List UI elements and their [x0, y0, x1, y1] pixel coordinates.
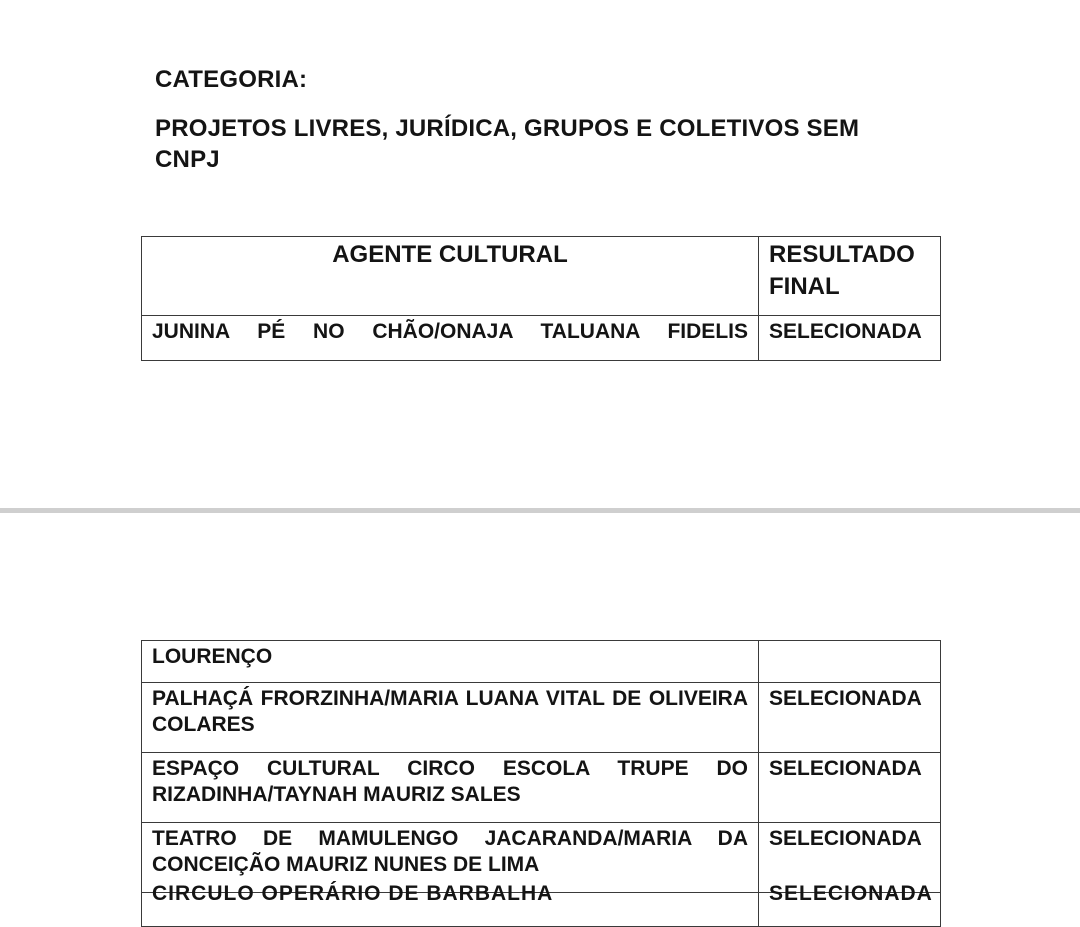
- table-header-row: [142, 237, 941, 316]
- agent-cell: JUNINA PÉ NO CHÃO/ONAJA TALUANA FIDELIS: [142, 316, 759, 361]
- header-agent: AGENTE CULTURAL: [142, 237, 759, 316]
- result-cell: SELECIONADA: [759, 683, 941, 753]
- document-page-2: [0, 513, 1080, 905]
- table-row: [142, 316, 941, 361]
- category-value: PROJETOS LIVRES, JURÍDICA, GRUPOS E COLETIVOS SEM CNPJ: [155, 115, 860, 173]
- agent-text: CIRCULO OPERÁRIO DE BARBALHA: [152, 882, 554, 905]
- agent-cell: ESPAÇO CULTURAL CIRCO ESCOLA TRUPE DO RIZADINHA/TAYNAH MAURIZ SALES: [142, 753, 759, 823]
- agent-cell: TEATRO DE MAMULENGO JACARANDA/MARIA DA CONCEIÇÃO MAURIZ NUNES DE LIMA: [142, 823, 759, 893]
- category-label: CATEGORIA:: [155, 66, 308, 93]
- agent-cell: [142, 882, 759, 927]
- result-cell: SELECIONADA: [759, 753, 941, 823]
- result-cell: [759, 882, 941, 927]
- table-row: [142, 753, 941, 823]
- result-cell: SELECIONADA: [759, 316, 941, 361]
- agent-cell: LOURENÇO: [142, 641, 759, 683]
- table-row: [142, 683, 941, 753]
- agent-cell: PALHAÇÁ FRORZINHA/MARIA LUANA VITAL DE OLIVEIRA COLARES: [142, 683, 759, 753]
- header-result: RESULTADO FINAL: [759, 237, 941, 316]
- result-cell: SELECIONADA: [759, 823, 941, 893]
- results-table-continued: [141, 640, 941, 927]
- table-row: [142, 641, 941, 683]
- results-table: [141, 236, 941, 361]
- table-row: [142, 893, 941, 927]
- result-text: SELECIONADA: [769, 882, 933, 905]
- result-cell: [759, 641, 941, 683]
